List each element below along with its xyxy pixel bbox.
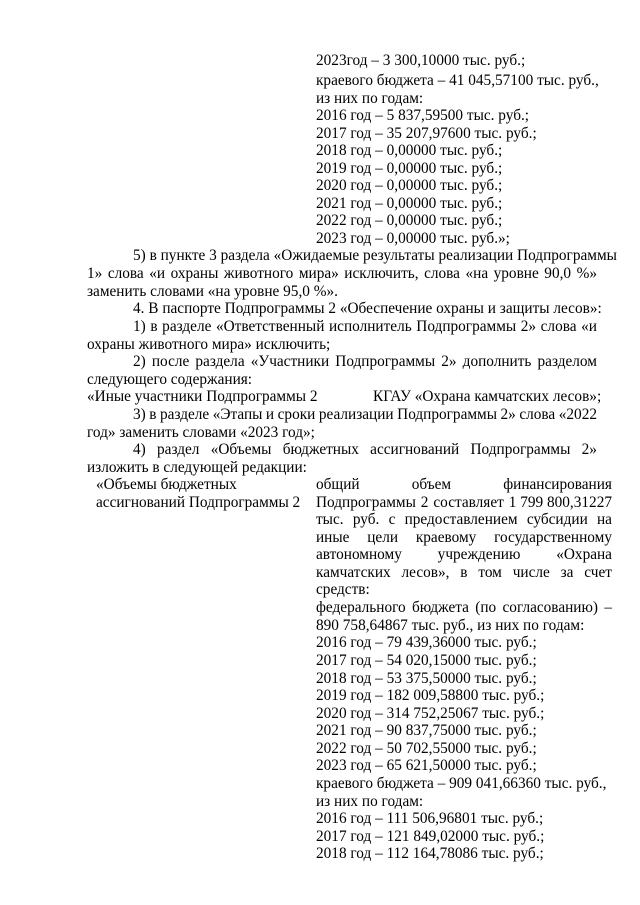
volumes-line: 2018 год – 112 164,78086 тыс. руб.; xyxy=(316,845,544,862)
word: цели xyxy=(367,529,399,546)
funding-line: 2017 год – 35 207,97600 тыс. руб.; xyxy=(316,125,537,142)
volumes-line: 2017 год – 54 020,15000 тыс. руб.; xyxy=(316,652,537,669)
item4-heading: 4. В паспорте Подпрограммы 2 «Обеспечение охраны и защиты лесов»: xyxy=(133,300,602,317)
volumes-line: 2017 год – 121 849,02000 тыс. руб.; xyxy=(316,828,545,845)
funding-line: из них по годам: xyxy=(316,90,424,107)
word: в xyxy=(460,564,468,581)
volumes-line: 2020 год – 314 752,25067 тыс. руб.; xyxy=(316,705,545,722)
volumes-line: 2022 год – 50 702,55000 тыс. руб.; xyxy=(316,740,537,757)
word: учреждению xyxy=(437,546,521,563)
volumes-line xyxy=(316,476,612,494)
word: том xyxy=(478,564,502,581)
funding-line: 2023 год – 0,00000 тыс. руб.»; xyxy=(316,230,510,247)
volumes-line xyxy=(316,564,612,582)
funding-line: 2019 год – 0,00000 тыс. руб.; xyxy=(316,160,503,177)
funding-line: 2016 год – 5 837,59500 тыс. руб.; xyxy=(316,107,530,124)
sub1-line1 xyxy=(133,318,597,336)
word: %» xyxy=(576,265,597,282)
item5-line2 xyxy=(87,265,597,283)
funding-line: 2022 год – 0,00000 тыс. руб.; xyxy=(316,212,503,229)
word: и xyxy=(265,406,275,423)
word: предоставлением xyxy=(404,511,518,528)
volumes-line: средств: xyxy=(316,581,370,598)
word: исполнитель xyxy=(328,318,412,335)
word: в xyxy=(149,406,157,423)
item5-line3: заменить словами «на уровне 95,0 %». xyxy=(87,283,338,300)
funding-line: 2021 год – 0,00000 тыс. руб.; xyxy=(316,195,503,212)
word: «Этапы xyxy=(212,406,263,423)
word: тыс. xyxy=(316,511,344,528)
word: финансирования xyxy=(503,476,612,493)
volumes-line: 2019 год – 182 009,58800 тыс. руб.; xyxy=(316,687,545,704)
word: Подпрограммы xyxy=(335,353,436,370)
word: составляет xyxy=(433,494,504,511)
word: дополнить xyxy=(462,353,532,370)
sub4-line2: изложить в следующей редакции: xyxy=(87,459,307,476)
word: после xyxy=(151,353,190,370)
word: субсидии xyxy=(526,511,588,528)
sub3-line2: год» заменить словами «2023 год»; xyxy=(87,424,315,441)
funding-line: краевого бюджета – 41 045,57100 тыс. руб., xyxy=(316,72,599,89)
word: бюджета xyxy=(411,599,469,616)
volumes-line xyxy=(316,529,612,547)
word: 2» xyxy=(520,318,537,335)
word: краевому xyxy=(415,529,477,546)
sub2-line1 xyxy=(133,353,597,371)
word: «Объемы xyxy=(210,441,272,458)
word: ассигнований xyxy=(370,441,460,458)
word: «и xyxy=(581,318,597,335)
word: руб. xyxy=(352,511,380,528)
sub4-line1 xyxy=(133,441,597,459)
word: слова xyxy=(424,265,460,282)
participants-label: «Иные участники Подпрограммы 2 xyxy=(87,388,318,405)
word: иные xyxy=(316,529,350,546)
word: раздела xyxy=(195,353,245,370)
word: «Охрана xyxy=(556,546,612,563)
volumes-line: 2023 год – 65 621,50000 тыс. руб.; xyxy=(316,757,537,774)
word: раздел xyxy=(157,441,200,458)
participants-value: КГАУ «Охрана камчатских лесов»; xyxy=(373,388,602,405)
volumes-line xyxy=(316,494,612,512)
word: согласованию) xyxy=(502,599,599,616)
word: 1 799 800,31227 xyxy=(508,494,612,511)
word: Подпрограммы xyxy=(470,441,571,458)
word: «на xyxy=(465,265,489,282)
volumes-line: 890 758,64867 тыс. руб., из них по годам: xyxy=(316,617,585,634)
word: исключить, xyxy=(344,265,419,282)
word: слова xyxy=(540,318,577,335)
word: за xyxy=(560,564,574,581)
word: охраны xyxy=(170,265,219,282)
word: 2) xyxy=(133,353,146,370)
word: слова xyxy=(107,265,144,282)
item5-line1 xyxy=(133,247,617,265)
volumes-label-line1: «Объемы бюджетных xyxy=(96,476,237,493)
sub1-line2: охраны животного мира» исключить; xyxy=(87,336,331,353)
word: разделе xyxy=(162,318,212,335)
volumes-line: краевого бюджета – 909 041,66360 тыс. руб., xyxy=(316,775,607,792)
volumes-label-line2: ассигнований Подпрограммы 2 xyxy=(96,494,301,511)
volumes-line: 2016 год – 111 506,96801 тыс. руб.; xyxy=(316,810,544,827)
volumes-line: из них по годам: xyxy=(316,793,424,810)
word: 2» xyxy=(581,441,597,458)
word: 1» xyxy=(87,265,103,282)
word: Подпрограммы xyxy=(316,494,416,511)
word: 2» xyxy=(441,353,457,370)
sub2-line2: следующего содержания: xyxy=(87,371,253,388)
word: сроки xyxy=(277,406,316,423)
word: животного xyxy=(223,265,294,282)
word: на xyxy=(597,511,612,528)
word: Подпрограммы xyxy=(416,318,517,335)
word: 5) в пункте 3 раздела «Ожидаемые результаты реализации Подпрограммы xyxy=(133,247,617,264)
word: Подпрограммы xyxy=(397,406,498,423)
word: государственному xyxy=(494,529,612,546)
volumes-line xyxy=(316,546,612,564)
word: «Участники xyxy=(250,353,330,370)
word: лесов», xyxy=(401,564,450,581)
word: числе xyxy=(512,564,550,581)
word: 2» xyxy=(500,406,516,423)
volumes-line: 2021 год – 90 837,75000 тыс. руб.; xyxy=(316,722,537,739)
funding-line: 2020 год – 0,00000 тыс. руб.; xyxy=(316,177,503,194)
word: 90,0 xyxy=(544,265,572,282)
volumes-line xyxy=(316,511,612,529)
sub3-line1 xyxy=(133,406,597,424)
funding-line: 2023год – 3 300,10000 тыс. руб.; xyxy=(316,52,526,69)
word: мира» xyxy=(298,265,339,282)
volumes-line: 2016 год – 79 439,36000 тыс. руб.; xyxy=(316,634,537,651)
word: федерального xyxy=(316,599,406,616)
word: (по xyxy=(475,599,497,616)
word: камчатских xyxy=(316,564,391,581)
funding-line: 2018 год – 0,00000 тыс. руб.; xyxy=(316,142,503,159)
word: «2022 xyxy=(558,406,597,423)
word: 3) xyxy=(133,406,146,423)
word: бюджетных xyxy=(282,441,359,458)
word: разделе xyxy=(160,406,210,423)
word: в xyxy=(150,318,158,335)
word: с xyxy=(388,511,396,528)
word: уровне xyxy=(493,265,539,282)
word: «и xyxy=(149,265,166,282)
volumes-line xyxy=(316,599,612,617)
word: «Ответственный xyxy=(215,318,325,335)
word: 2 xyxy=(420,494,429,511)
word: 4) xyxy=(133,441,146,458)
word: слова xyxy=(519,406,556,423)
word: 1) xyxy=(133,318,146,335)
volumes-line: 2018 год – 53 375,50000 тыс. руб.; xyxy=(316,670,537,687)
word: общий xyxy=(316,476,360,493)
word: объем xyxy=(411,476,452,493)
word: разделом xyxy=(537,353,597,370)
word: автономному xyxy=(316,546,402,563)
word: счет xyxy=(584,564,612,581)
word: – xyxy=(604,599,612,616)
word: реализации xyxy=(318,406,394,423)
